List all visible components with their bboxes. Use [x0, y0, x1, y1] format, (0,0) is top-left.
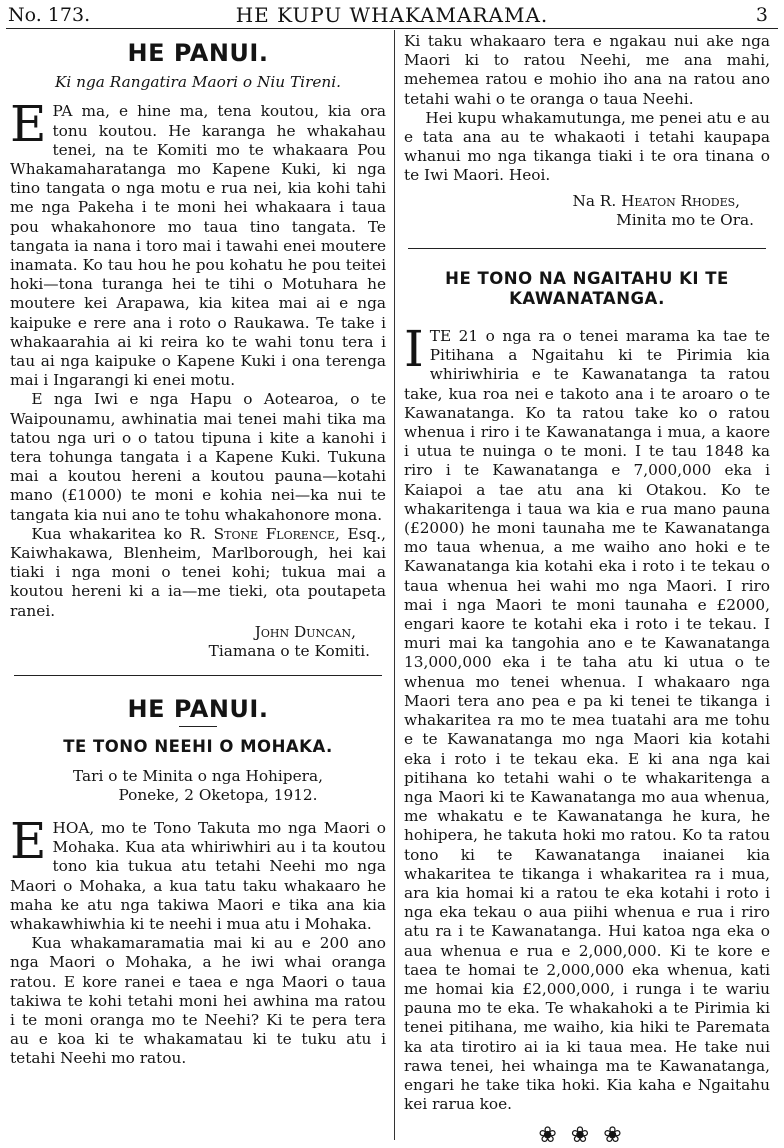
notice1-title: HE PANUI. [127, 39, 269, 67]
right-column [404, 32, 770, 1146]
notice2-date-line-2: Poneke, 2 Oketopa, 1912. [118, 785, 318, 804]
notice1-subtitle: Ki nga Rangatira Maori o Niu Tireni. [54, 73, 342, 92]
notice2-date-line-1: Tari o te Minita o nga Hohipera, [73, 766, 323, 785]
section-divider [14, 675, 382, 676]
page-number: 3 [755, 4, 768, 26]
page-header [8, 4, 776, 26]
notice1-dropcap: E [10, 95, 47, 154]
notice2-dropcap: E [10, 811, 47, 870]
notice2-paragraph-4: Hei kupu whakamutunga, me penei atu e au e tata ana au te whakaoti i tetahi kaupapa whanui mo nga tikanga tiaki i te ora tinana o te Iwi Maori. Heoi. [404, 108, 770, 185]
notice1-paragraph-2: E nga Iwi e nga Hapu o Aotearoa, o te Waipounamu, awhinatia mai tenei mahi tika ma tatou nga uri o o tatou tipuna i kite a kanohi i tera tohunga tangata i a Kapene Kuki. Tukuna mai a koutou hereni a koutou pauna—kotahi mano (£1000) te moni e kohia nei—ka nui te tangata kia nui ano te tohu whakahonore mona. [10, 390, 386, 524]
newspaper-title: HE KUPU WHAKAMARAMA. [235, 3, 549, 27]
notice2-title: HE PANUI. [127, 695, 269, 724]
notice3-paragraph-1: ITE 21 o nga ra o tenei marama ka tae te Pitihana a Ngaitahu ki te Pirimia kia whiriwhiria e te Kawanatanga ta ratou take, kua roa nei e takoto ana i te aroaro o te Kawanatanga. Ko ta ratou take ko o ratou whenua i riro i te Kawanatanga i mua, a kaore i utua te nuinga o te moni. I te tau 1848 ka riro i te Kawanatanga e 7,000,000 eka i Kaiapoi a tae atu ana ki Otakou. Ko te whakaritenga i taua wa kia e rua mano pauna (£2000) he moni taunaha me te Kawanatanga mo taua whenua, a me waiho ano hoki e te Kawanatanga kia kotahi eka i roto i te tekau o taua whenua hei wahi mo nga Maori. I riro mai i nga Maori te moni taunaha e £2000, engari kaore te kotahi eka i roto i te tekau. I muri mai ka tangohia ano e te Kawanatanga 13,000,000 eka i te taha atu ki utua o te whenua mo tenei whenua. I whakaaro nga Maori tera ano pea e pa ki tenei te tikanga i whakaritea ra mo te mea tuatahi ara me tohu e te Kawanatanga mo nga Maori kia kotahi eka i roto i te tekau eka. E ki ana nga kai pitihana ko tetahi wahi o te whakaritenga a nga Maori ki te Kawanatanga mo aua whenua, me whakatu e te Kawanatanga he kura, he hohipera, he takuta hoki mo ratou. Ko ta ratou tono ki te Kawanatanga inaianei kia whakaritea te tikanga i whakaritea ra i mua, ara kia homai ki a ratou te eka kotahi i roto i nga eka tekau o aua piihi whenua e rua i riro atu ra i te Kawanatanga. Hui katoa nga eka o aua whenua e rua e 2,000,000. Ki te kore e taea te homai te 2,000,000 eka whenua, kati me homai kia £2,000,000, i runga i te wariu pauna mo te eka. Te whakahoki a te Pirimia ki tenei pitihana, me waiho, kia hiki te Paremata ka ata tirotiro ai ia ki taua mea. He take nui rawa tenei, hei whainga ma te Kawanatanga, engari he take tika hoki. Kia kaha e Ngaitahu kei rarua koe. [404, 320, 770, 1114]
section-divider [408, 248, 766, 249]
notice1-signer: John Duncan, [254, 622, 356, 641]
notice2-signer: Na R. Heaton Rhodes, [572, 191, 740, 210]
issue-number: No. 173. [8, 4, 91, 26]
notice2-paragraph-1: EHOA, mo te Tono Takuta mo nga Maori o Mohaka. Kua ata whiriwhiri au i ta koutou tono kia tukua atu tetahi Neehi mo nga Maori o Mohaka, a kua tatu taku whakaaro he maha ke atu nga takiwa Maori e tika ana kia whakawhiwhia ki te neehi i mua atu i Mohaka. [10, 811, 386, 933]
notice1-paragraph-3: Kua whakaritea ko R. Stone Florence, Esq., Kaiwhakawa, Blenheim, Marlborough, hei kai tiaki i nga moni o tenei kohi; tukua mai a koutou hereni ki a ia—me tieki, ota poutapeta ranei. [10, 524, 386, 620]
flower-ornament-icon: ❀❀❀ [538, 1123, 636, 1148]
notice1-paragraph-1: EPA ma, e hine ma, tena koutou, kia ora tonu koutou. He karanga he whakahau tenei, na te Komiti mo te whakaara Pou Whakamaharatanga mo Kapene Kuki, ki nga tino tangata o nga motu e rua nei, kia kohi tahi me nga Pakeha i te moni hei whakaara i taua pou whakahonore mo taua tino tangata. Te tangata ia nana i toro mai i tawahi enei moutere inamata. Ko tau hou he pou kohatu he pou teitei hoki—tona turanga hei te tihi o Motuhara he moutere kei Arapawa, kia kitea mai ai e nga kaipuke e rere ana i roto o Raukawa. Te take i whakaarahia ai ki reira ko te wahi tonu tera i tau ai nga kaipuke o Kapene Kuki i ona terenga mai i Ingarangi ki enei motu. [10, 95, 386, 390]
header-rule [6, 28, 778, 29]
notice2-subtitle: TE TONO NEEHI O MOHAKA. [63, 736, 333, 756]
notice3-title: HE TONO NA NGAITAHU KI TE KAWANATANGA. [445, 269, 729, 309]
notice3-dropcap: I [404, 320, 424, 379]
notice2-paragraph-2: Kua whakamaramatia mai ki au e 200 ano nga Maori o Mohaka, a he iwi whai oranga ratou. E kore ranei e taea e nga Maori o taua takiwa te kohi tetahi moni hei awhina ma ratou i te moni oranga mo te Neehi? Ki te pera tera au e koa ki te whakamatau ki te tuku atu i tetahi Neehi mo ratou. [10, 934, 386, 1068]
notice2-signer-title: Minita mo te Ora. [616, 210, 754, 229]
column-divider [394, 30, 395, 1140]
left-column [10, 32, 386, 1069]
notice2-paragraph-3: Ki taku whakaaro tera e ngakau nui ake nga Maori ki to ratou Neehi, me ana mahi, mehemea ratou e mohio iho ana na ratou ano tetahi wahi o te oranga o taua Neehi. [404, 32, 770, 108]
title-underline [179, 726, 217, 727]
notice1-signer-title: Tiamana o te Komiti. [208, 642, 370, 661]
